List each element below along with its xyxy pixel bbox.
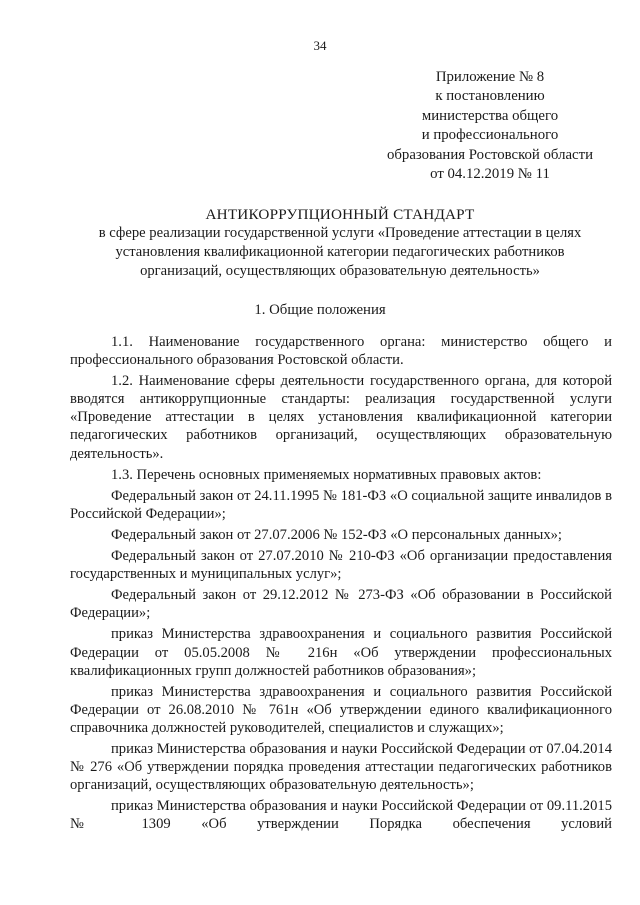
list-item: приказ Министерства образования и науки Российской Федерации от 09.11.2015 № 1309 «Об утверждении Порядка обеспечения условий — [70, 798, 612, 833]
appendix-header — [360, 68, 620, 184]
section-heading: 1. Общие положения — [254, 302, 386, 318]
list-item: Федеральный закон от 24.11.1995 № 181-ФЗ «О социальной защите инвалидов в Российской Федерации»; — [70, 487, 612, 522]
appendix-line: и профессионального — [421, 127, 559, 144]
appendix-line: образования Ростовской области — [387, 146, 593, 163]
list-item: приказ Министерства здравоохранения и социального развития Российской Федерации от 05.05.2008 № 216н «Об утверждении профессиональных квалификационных групп должностей работников образования»; — [70, 626, 612, 679]
subtitle-line: установления квалификационной категории педагогических работников — [115, 244, 565, 260]
list-item: Федеральный закон от 27.07.2010 № 210-ФЗ «Об организации предоставления государственных и муниципальных услуг»; — [70, 548, 612, 583]
main-title: АНТИКОРРУПЦИОННЫЙ СТАНДАРТ — [205, 206, 475, 223]
paragraph: 1.1. Наименование государственного органа: министерство общего и профессионального образования Ростовской области. — [70, 334, 612, 369]
appendix-line: Приложение № 8 — [435, 69, 545, 85]
paragraph: 1.3. Перечень основных применяемых нормативных правовых актов: — [111, 466, 542, 483]
list-item: приказ Министерства здравоохранения и социального развития Российской Федерации от 26.08.2010 № 761н «Об утверждении единого квалификационного справочника должностей руководителей, специалистов и служащих»; — [70, 683, 612, 736]
document-body — [70, 333, 612, 833]
subtitle-line: в сфере реализации государственной услуги «Проведение аттестации в целях — [98, 225, 582, 241]
paragraph: 1.2. Наименование сферы деятельности государственного органа, для которой вводятся антикоррупционные стандарты: реализация государственной услуги «Проведение аттестации в целях установления квалификационной категории педагогических работников организаций, осуществляющих образовательную деятельность». — [70, 373, 612, 462]
appendix-line: к постановлению — [435, 88, 545, 105]
document-title — [70, 205, 610, 281]
page-number: 34 — [313, 38, 327, 53]
subtitle-line: организаций, осуществляющих образовательную деятельность» — [140, 263, 540, 279]
list-item: Федеральный закон от 29.12.2012 № 273-ФЗ «Об образовании в Российской Федерации»; — [70, 587, 612, 622]
list-item: приказ Министерства образования и науки Российской Федерации от 07.04.2014 № 276 «Об утверждении порядка проведения аттестации педагогических работников организаций, осуществляющих образовательную деятельность»; — [70, 740, 612, 794]
appendix-line: от 04.12.2019 № 11 — [430, 166, 550, 183]
appendix-line: министерства общего — [421, 107, 559, 124]
list-item: Федеральный закон от 27.07.2006 № 152-ФЗ «О персональных данных»; — [111, 526, 562, 543]
